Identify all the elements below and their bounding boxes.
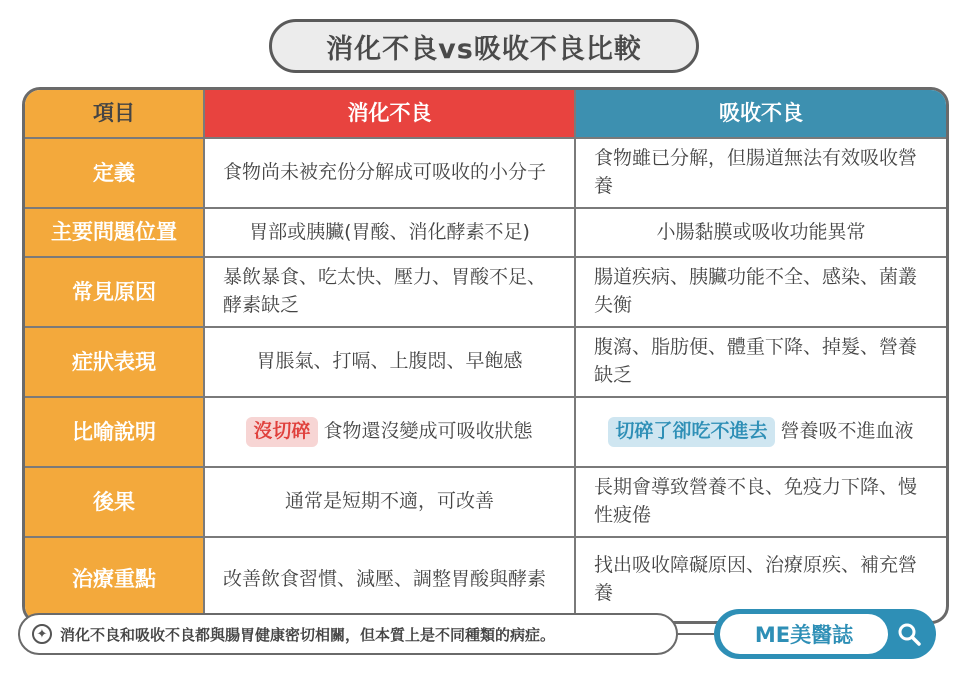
brand-name: ME美醫誌 <box>720 614 888 654</box>
footer-note <box>18 613 678 655</box>
row-label: 後果 <box>25 468 205 538</box>
indigestion-cell: 暴飲暴食、吃太快、壓力、胃酸不足、酵素缺乏 <box>205 258 576 328</box>
indigestion-cell: 通常是短期不適，可改善 <box>205 468 576 538</box>
indigestion-cell: 食物尚未被充份分解成可吸收的小分子 <box>205 139 576 209</box>
footer-note-text: 消化不良和吸收不良都與腸胃健康密切相關，但本質上是不同種類的病症。 <box>60 625 556 644</box>
row-label: 症狀表現 <box>25 328 205 398</box>
connector-line <box>678 633 714 635</box>
header-item: 項目 <box>25 90 205 139</box>
analogy-text: 營養吸不進血液 <box>780 420 914 443</box>
malabsorption-cell: 腸道疾病、胰臟功能不全、感染、菌叢失衡 <box>576 258 946 328</box>
analogy-tag: 沒切碎 <box>246 417 317 447</box>
analogy-tag: 切碎了卻吃不進去 <box>608 417 774 447</box>
row-label: 定義 <box>25 139 205 209</box>
indigestion-cell <box>205 398 576 468</box>
header-indigestion: 消化不良 <box>205 90 576 139</box>
malabsorption-cell: 腹瀉、脂肪便、體重下降、掉髮、營養缺乏 <box>576 328 946 398</box>
malabsorption-cell: 長期會導致營養不良、免疫力下降、慢性疲倦 <box>576 468 946 538</box>
row-label: 比喻說明 <box>25 398 205 468</box>
row-label: 治療重點 <box>25 538 205 621</box>
plus-circle-icon: ✦ <box>32 624 52 644</box>
comparison-table <box>22 87 949 624</box>
malabsorption-cell: 小腸黏膜或吸收功能異常 <box>576 209 946 258</box>
row-label: 主要問題位置 <box>25 209 205 258</box>
page-title: 消化不良vs吸收不良比較 <box>269 19 699 73</box>
indigestion-cell: 改善飲食習慣、減壓、調整胃酸與酵素 <box>205 538 576 621</box>
indigestion-cell: 胃脹氣、打嗝、上腹悶、早飽感 <box>205 328 576 398</box>
indigestion-cell: 胃部或胰臟(胃酸、消化酵素不足) <box>205 209 576 258</box>
malabsorption-cell: 食物雖已分解，但腸道無法有效吸收營養 <box>576 139 946 209</box>
analogy-text: 食物還沒變成可吸收狀態 <box>323 420 533 443</box>
row-label: 常見原因 <box>25 258 205 328</box>
header-malabsorption: 吸收不良 <box>576 90 946 139</box>
brand-badge[interactable] <box>714 609 936 659</box>
search-icon[interactable] <box>896 621 922 647</box>
malabsorption-cell <box>576 398 946 468</box>
malabsorption-cell: 找出吸收障礙原因、治療原疾、補充營養 <box>594 553 918 604</box>
